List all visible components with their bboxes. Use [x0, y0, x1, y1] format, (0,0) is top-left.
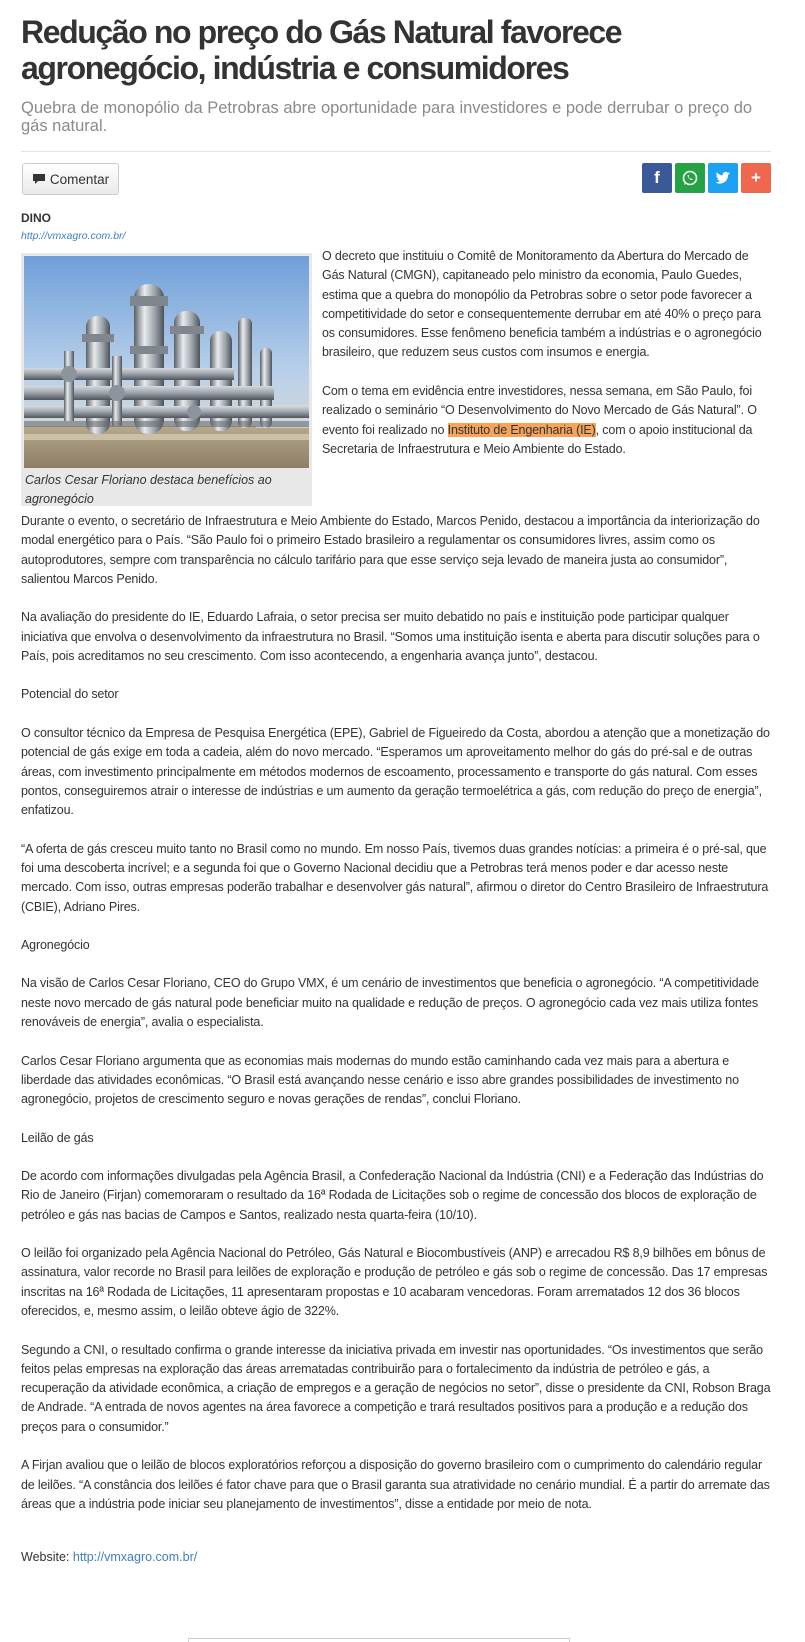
- footer-box-edge: [188, 1638, 570, 1642]
- website-line: [21, 1548, 771, 1567]
- website-link[interactable]: http://vmxagro.com.br/: [72, 1550, 198, 1565]
- paragraph: Segundo a CNI, o resultado confirma o grande interesse da iniciativa privada em investir nas oportunidades. “Os investimentos que serão feitos pelas empresas na exploração das áreas arrematadas contribuirão para o fortalecimento da indústria de petróleo e gás, a recuperação da atividade econômica, a criação de empregos e a geração de negócios no setor”, disse o presidente da CNI, Robson Braga de Andrade. “A entrada de novos agentes na área favorece a competição e trará resultados positivos para a produção e a redução dos preços para o consumidor.”: [21, 1342, 771, 1434]
- paragraph: O decreto que instituiu o Comitê de Monitoramento da Abertura do Mercado de Gás Natural (CMGN), capitaneado pelo ministro da economia, Paulo Guedes, estima que a quebra do monopólio da Petrobras sobre o setor pode favorecer a competitividade do setor e consequentemente derrubar em até 40% o preço para os consumidores. Esse fenômeno beneficia também a indústrias e o agronegócio brasileiro, que reduzem seus custos com insumos e energia.: [322, 249, 762, 360]
- facebook-icon: f: [654, 168, 660, 187]
- article-title: Redução no preço do Gás Natural favorece agronegócio, indústria e consumidores: [21, 14, 622, 86]
- author-name: DINO: [21, 211, 51, 225]
- share-buttons: [642, 163, 771, 193]
- author-link[interactable]: http://vmxagro.com.br/: [21, 230, 126, 242]
- article: [21, 0, 771, 1567]
- highlighted-text: Instituto de Engenharia (IE): [447, 422, 596, 437]
- paragraph: A Firjan avaliou que o leilão de blocos exploratórios reforçou a disposição do governo brasileiro com o cumprimento do calendário regular de leilões. “A constância dos leilões é fator chave para que o Brasil garanta sua atratividade no cenário mundial. É a partir do arremate das áreas que a indústria pode iniciar seu planejamento de investimentos”, disse a entidade por meio de nota.: [21, 1458, 770, 1511]
- figure-caption: Carlos Cesar Floriano destaca benefícios ao agronegócio: [25, 473, 272, 506]
- article-subtitle: Quebra de monopólio da Petrobras abre oportunidade para investidores e pode derrubar o preço do gás natural.: [21, 99, 753, 135]
- whatsapp-icon: [681, 169, 699, 187]
- comment-label: Comentar: [49, 171, 110, 187]
- paragraph: Na visão de Carlos Cesar Floriano, CEO do Grupo VMX, é um cenário de investimentos que beneficia o agronegócio. “A competitividade neste novo mercado de gás natural pode beneficiar muito na qualidade e redução de preços. O agronegócio cada vez mais utiliza fontes renováveis de energia”, avalia o especialista.: [21, 976, 759, 1030]
- section-heading: Leilão de gás: [21, 1130, 94, 1145]
- twitter-share-button[interactable]: [708, 163, 738, 193]
- paragraph: Na avaliação do presidente do IE, Eduardo Lafraia, o setor precisa ser muito debatido no país e instituição pode participar qualquer iniciativa que envolva o desenvolvimento da infraestrutura no Brasil. “Somos uma instituição isenta e aberta para discutir soluções para o País, pois acreditamos no seu crescimento. Com isso acontecendo, a engenharia avança junto”, destacou.: [21, 610, 760, 663]
- comment-icon: [32, 173, 46, 185]
- paragraph: “A oferta de gás cresceu muito tanto no Brasil como no mundo. Em nosso País, tivemos duas grandes notícias: a primeira é o pré-sal, que foi uma descoberta incrível; e a segunda foi que o Governo Nacional decidiu que a Petrobras terá menos poder e dar acesso neste mercado. Com isso, outras empresas poderão trabalhar e desenvolver gás natural”, afirmou o diretor do Centro Brasileiro de Infraestrutura (CBIE), Adriano Pires.: [21, 841, 769, 914]
- paragraph: O consultor técnico da Empresa de Pesquisa Energética (EPE), Gabriel de Figueiredo da Costa, abordou a atenção que a monetização do potencial de gás exige em toda a cadeia, além do novo mercado. “Esperamos um aproveitamento melhor do gás do pré-sal e de outras áreas, com investimento principalmente em métodos modernos de escoamento, processamento e transporte do gás natural. Com esses pontos, conseguiremos atrair o interesse de indústrias e um aumento da geração termoelétrica a gás, com redução do preço de energia”, enfatizou.: [21, 725, 770, 818]
- paragraph: De acordo com informações divulgadas pela Agência Brasil, a Confederação Nacional da Indústria (CNI) e a Federação das Indústrias do Rio de Janeiro (Firjan) comemoraram o resultado da 16ª Rodada de Licitações sob o regime de concessão dos blocos de exploração de petróleo e gás nas bacias de Campos e Santos, realizado nesta quarta-feira (10/10).: [21, 1169, 764, 1222]
- toolbar: [21, 163, 771, 211]
- more-share-button[interactable]: [741, 163, 771, 193]
- facebook-share-button[interactable]: [642, 163, 672, 193]
- plus-icon: +: [751, 168, 761, 187]
- section-heading: Potencial do setor: [21, 687, 119, 702]
- paragraph-text: , com o apoio institucional da Secretaria de Infraestrutura e Meio Ambiente do Estado.: [322, 422, 753, 456]
- section-heading: Agronegócio: [21, 937, 90, 952]
- paragraph-text: Com o tema em evidência entre investidores, nessa semana, em São Paulo, foi realizado o seminário “O Desenvolvimento do Novo Mercado de Gás Natural”. O evento foi realizado no: [322, 383, 757, 437]
- gas-plant-image: [24, 256, 309, 468]
- paragraph: O leilão foi organizado pela Agência Nacional do Petróleo, Gás Natural e Biocombustíveis (ANP) e arrecadou R$ 8,9 bilhões em bônus de assinatura, valor recorde no Brasil para leilões de exploração e produção de petróleo e gás sob o regime de concessão. Das 17 empresas inscritas na 16ª Rodada de Licitações, 11 apresentaram propostas e 10 acabaram vencedoras. Foram arrematados 12 dos 36 blocos oferecidos, e, mesmo assim, o leilão obteve ágio de 322%.: [21, 1246, 768, 1319]
- comment-button[interactable]: [22, 163, 119, 195]
- whatsapp-share-button[interactable]: [675, 163, 705, 193]
- twitter-icon: [715, 171, 731, 185]
- article-figure: [21, 253, 312, 506]
- website-label: Website:: [21, 1550, 73, 1565]
- paragraph: Durante o evento, o secretário de Infraestrutura e Meio Ambiente do Estado, Marcos Penido, destacou a importância da interiorização do modal energético para o País. “São Paulo foi o primeiro Estado brasileiro a regulamentar os consumidores livres, assim como os autoprodutores, sempre com transparência no cálculo tarifário para que esse serviço seja levado de maneira justa ao consumidor”, salientou Marcos Penido.: [21, 514, 760, 586]
- paragraph: Carlos Cesar Floriano argumenta que as economias mais modernas do mundo estão caminhando cada vez mais para a abertura e liberdade das atividades econômicas. “O Brasil está avançando nesse cenário e isso abre grandes possibilidades de investimento no agronegócio, projetos de crescimento seguro e novas gerações de rendas”, conclui Floriano.: [21, 1053, 739, 1107]
- divider: [21, 151, 771, 152]
